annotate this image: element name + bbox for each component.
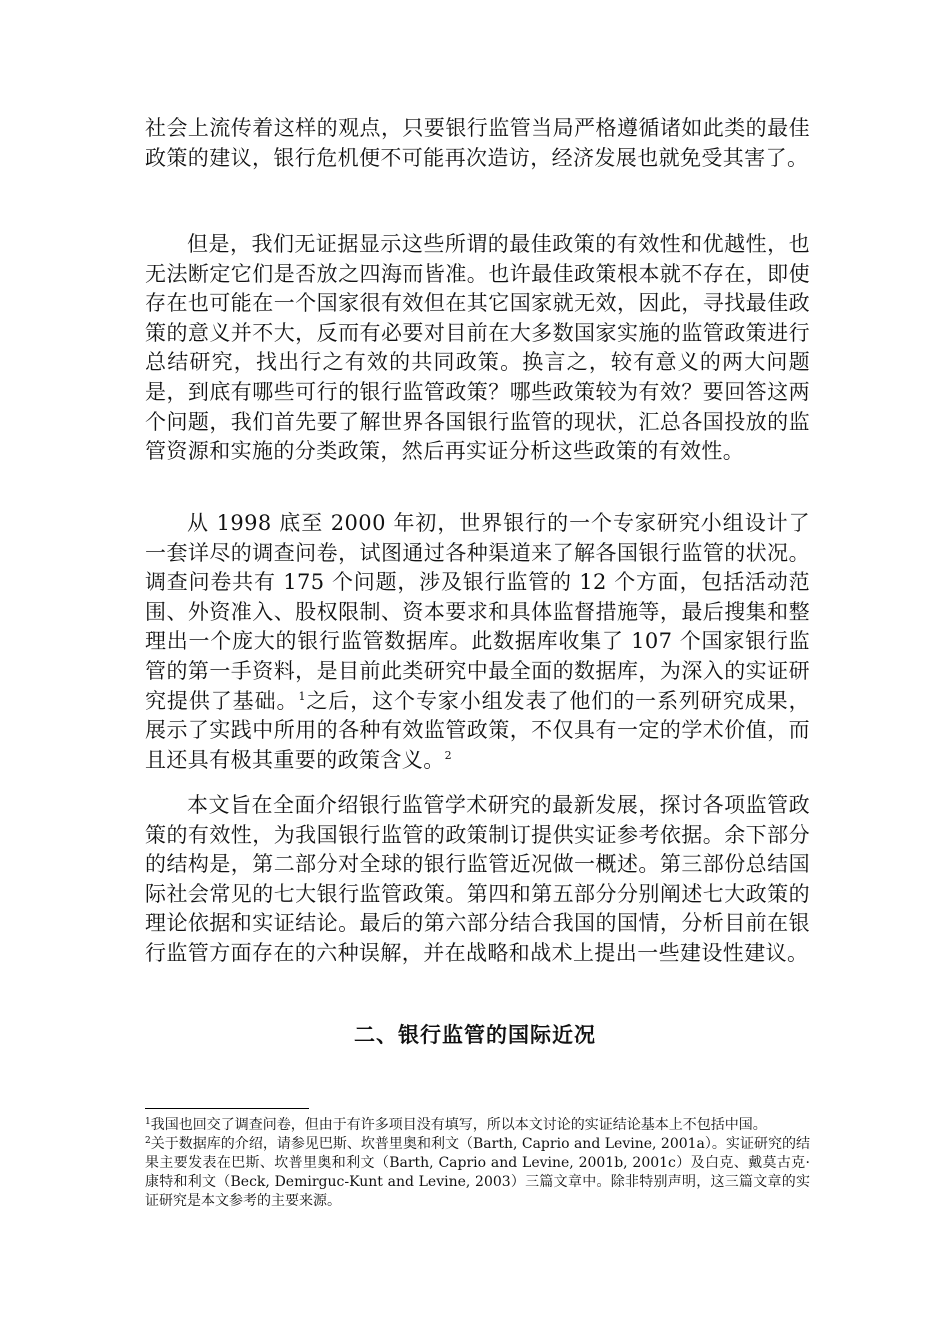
paragraph-3-text-part-2: 之后，这个专家小组发表了他们的一系列研究成果，展示了实践中所用的各种有效监管政策，不仅具有一定的学术价值，而且还具有极其重要的政策含义。 [145,688,810,772]
footnote-reference-2[interactable]: 2 [444,748,453,762]
footnote-2-text: 关于数据库的介绍，请参见巴斯、坎普里奥和利文（Barth, Caprio and Levine, 2001a）。实证研究的结果主要发表在巴斯、坎普里奥和利文（Barth, Caprio and Levine, 2001b, 2001c）及白克、戴莫古克·康特和利文（Beck, Demirguc-Kunt and Levine, 2003）三篇文章中。除非特别声明，这三篇文章的实证研究是本文参考的主要来源。 [145,1136,810,1209]
footnote-2-mark: 2 [145,1136,151,1146]
footnote-reference-1[interactable]: 1 [298,689,306,703]
body-paragraph-1: 社会上流传着这样的观点，只要银行监管当局严格遵循诸如此类的最佳政策的建议，银行危机便不可能再次造访，经济发展也就免受其害了。 [145,116,810,170]
footnote-1-mark: 1 [145,1117,151,1127]
footnote-1-text: 我国也回交了调查问卷，但由于有许多项目没有填写，所以本文讨论的实证结论基本上不包括中国。 [150,1117,767,1133]
footnotes [145,1116,810,1211]
section-heading: 二、银行监管的国际近况 [354,1023,596,1047]
footnote-divider [145,1108,309,1109]
footnote-1 [145,1116,810,1135]
footnote-2 [145,1135,810,1211]
body-paragraph-3 [145,509,810,775]
body-paragraph-2: 但是，我们无证据显示这些所谓的最佳政策的有效性和优越性，也无法断定它们是否放之四海而皆准。也许最佳政策根本就不存在，即使存在也可能在一个国家很有效但在其它国家就无效，因此，寻找最佳政策的意义并不大，反而有必要对目前在大多数国家实施的监管政策进行总结研究，找出行之有效的共同政策。换言之，较有意义的两大问题是，到底有哪些可行的银行监管政策？哪些政策较为有效？要回答这两个问题，我们首先要了解世界各国银行监管的现状，汇总各国投放的监管资源和实施的分类政策，然后再实证分析这些政策的有效性。 [145,232,810,464]
paragraph-3-text-part-1: 从 1998 底至 2000 年初，世界银行的一个专家研究小组设计了一套详尽的调查问卷，试图通过各种渠道来了解各国银行监管的状况。调查问卷共有 175 个问题，涉及银行监管的 12 个方面，包括活动范围、外资准入、股权限制、资本要求和具体监督措施等，最后搜集和整理出一个庞大的银行监管数据库。此数据库收集了 107 个国家银行监管的第一手资料，是目前此类研究中最全面的数据库，为深入的实证研究提供了基础。 [145,511,810,713]
body-paragraph-4: 本文旨在全面介绍银行监管学术研究的最新发展，探讨各项监管政策的有效性，为我国银行监管的政策制订提供实证参考依据。余下部分的结构是，第二部分对全球的银行监管近况做一概述。第三部份总结国际社会常见的七大银行监管政策。第四和第五部分分别阐述七大政策的理论依据和实证结论。最后的第六部分结合我国的国情，分析目前在银行监管方面存在的六种误解，并在战略和战术上提出一些建设性建议。 [145,793,810,965]
